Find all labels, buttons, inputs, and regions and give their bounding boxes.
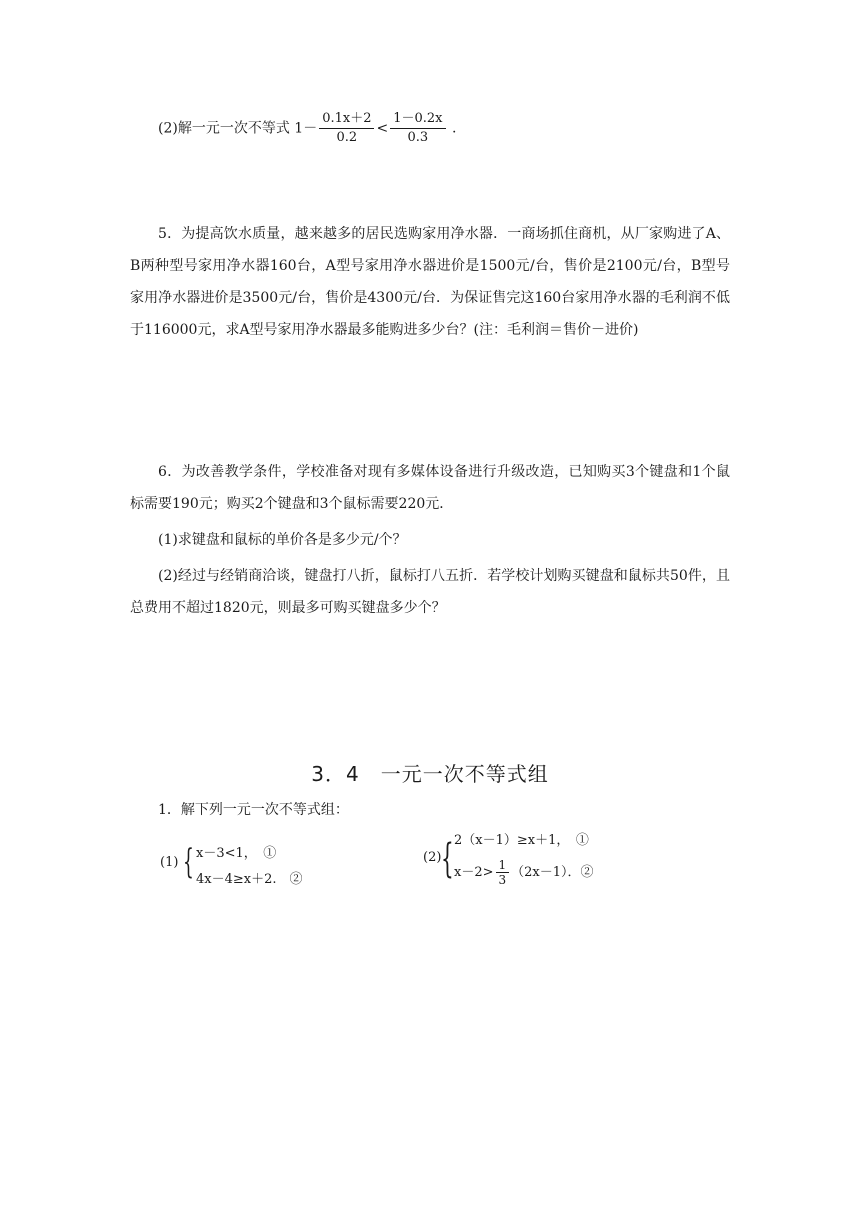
question-6-part-2: (2)经过与经销商洽谈，键盘打八折，鼠标打八五折．若学校计划购买键盘和鼠标共50件，且总费用不超过1820元，则最多可购买键盘多少个？ [130, 568, 730, 616]
question-4-part-2 [158, 110, 456, 147]
fraction-2-denominator: 0.3 [407, 130, 429, 145]
question-6-part-1: (1)求键盘和鼠标的单价各是多少元/个？ [158, 532, 407, 548]
system-1-equation-2: 4x－4≥x＋2. ② [196, 872, 303, 887]
system-2-brace: { [441, 836, 454, 882]
question-6: 6．为改善教学条件，学校准备对现有多媒体设备进行升级改造，已知购买3个键盘和1个鼠标需要190元；购买2个键盘和3个鼠标需要220元． [130, 464, 730, 512]
fraction-2-numerator: 1－0.2x [390, 110, 445, 129]
fraction-1 [319, 110, 374, 147]
one-third-denominator: 3 [498, 873, 507, 887]
fraction-1-numerator: 0.1x＋2 [319, 110, 374, 129]
fraction-2 [390, 110, 445, 147]
system-2-equation-2 [454, 858, 594, 887]
system-1-label: (1) [160, 855, 179, 870]
section-title: 3．4 一元一次不等式组 [311, 762, 549, 786]
system-2-eq2-suffix: （2x－1）．② [511, 865, 594, 880]
q4-2-end: . [451, 120, 457, 137]
system-1-brace: { [183, 842, 194, 882]
question-5: 5．为提高饮水质量，越来越多的居民选购家用净水器．一商场抓住商机，从厂家购进了A、B两种型号家用净水器160台，A型号家用净水器进价是1500元/台，售价是2100元/台，B型号家用净水器进价是3500元/台，售价是4300元/台．为保证售完这160台家用净水器的毛利润不低于116000元，求A型号家用净水器最多能购进多少台？(注：毛利润＝售价－进价) [130, 226, 730, 338]
system-2-label: (2) [423, 850, 442, 865]
system-2-equation-1: 2（x－1）≥x＋1， ① [454, 833, 589, 848]
one-third-numerator: 1 [496, 858, 510, 873]
section-question-1-intro: 1．解下列一元一次不等式组： [158, 802, 349, 818]
fraction-1-denominator: 0.2 [336, 130, 358, 145]
system-1-equation-1: x－3<1， ① [196, 846, 277, 861]
system-2-eq2-prefix: x－2> [454, 865, 494, 880]
less-than-sign: < [376, 120, 389, 137]
one-third-fraction [496, 858, 510, 887]
q4-2-prefix: (2)解一元一次不等式 1－ [158, 120, 318, 137]
